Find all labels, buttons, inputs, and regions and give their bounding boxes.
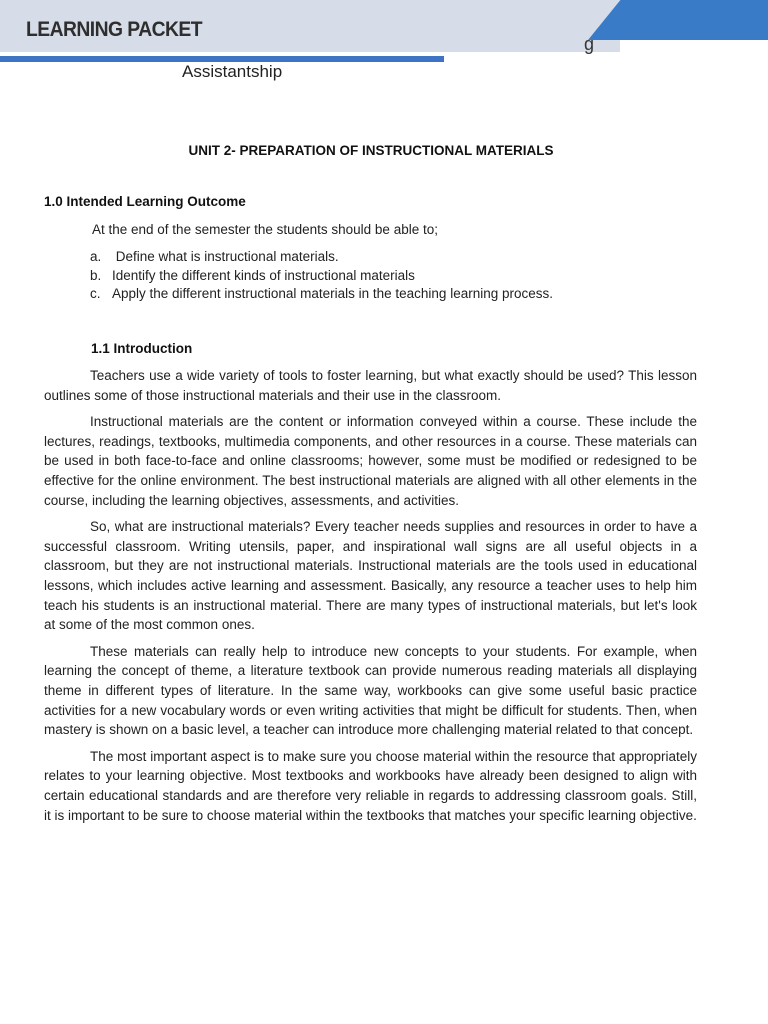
list-item — [90, 267, 553, 286]
list-item-text: Define what is instructional materials. — [112, 249, 339, 264]
paragraph: The most important aspect is to make sure you choose material within the resource that appropriately relates to your learning objective. Most textbooks and workbooks have already been designed to align with certain educational standards and are therefore very reliable in regards to addressing classroom goals. Still, it is important to be sure to choose material within the textbooks that matches your specific learning objective. — [44, 748, 697, 823]
list-marker: c. — [90, 286, 101, 301]
outcome-heading: 1.0 Intended Learning Outcome — [44, 194, 246, 209]
paragraph: So, what are instructional materials? Every teacher needs supplies and resources in order to have a successful classroom. Writing utensils, paper, and inspirational wall signs are all useful objects in a classroom, but they are not instructional materials. Instructional materials are the tools used in educational lessons, which includes active learning and assessment. Basically, any resource a teacher uses to help him teach his students is an instructional material. There are many types of instructional materials, but let's look at some of the most common ones. — [44, 518, 697, 633]
introduction-heading: 1.1 Introduction — [91, 341, 193, 356]
list-item-text: Apply the different instructional materials in the teaching learning process. — [112, 286, 553, 301]
list-marker: b. — [90, 267, 102, 283]
list-marker: a. — [90, 249, 102, 264]
header-cut-text: g — [584, 34, 595, 54]
introduction-body — [44, 366, 697, 832]
list-item — [90, 285, 553, 304]
unit-title: UNIT 2- PREPARATION OF INSTRUCTIONAL MATERIALS — [188, 143, 554, 158]
paragraph: These materials can really help to introduce new concepts to your students. For example, when learning the concept of theme, a literature textbook can provide numerous reading materials all displaying theme in different types of literature. In the same way, workbooks can give some useful basic practice activities for a new vocabulary words or even writing activities that might be difficult for students. Then, when mastery is shown on a basic level, a teacher can introduce more challenging material related to that concept. — [44, 643, 697, 738]
paragraph: Instructional materials are the content or information conveyed within a course. These include the lectures, readings, textbooks, multimedia components, and other resources in a course. These materials can be used in both face-to-face and online classrooms; however, some must be modified or redesigned to be effective for the online environment. The best instructional materials are aligned with all other elements in the course, including the learning objectives, assessments, and activities. — [44, 413, 697, 508]
header-title: LEARNING PACKET — [26, 18, 202, 41]
paragraph: Teachers use a wide variety of tools to foster learning, but what exactly should be used? This lesson outlines some of those instructional materials and their use in the classroom. — [44, 368, 697, 403]
list-item — [90, 248, 553, 267]
outcome-list — [90, 248, 553, 304]
outcome-intro: At the end of the semester the students should be able to; — [92, 222, 438, 237]
header-subtitle: Assistantship — [182, 62, 283, 81]
list-item-text: Identify the different kinds of instructional materials — [112, 267, 415, 283]
